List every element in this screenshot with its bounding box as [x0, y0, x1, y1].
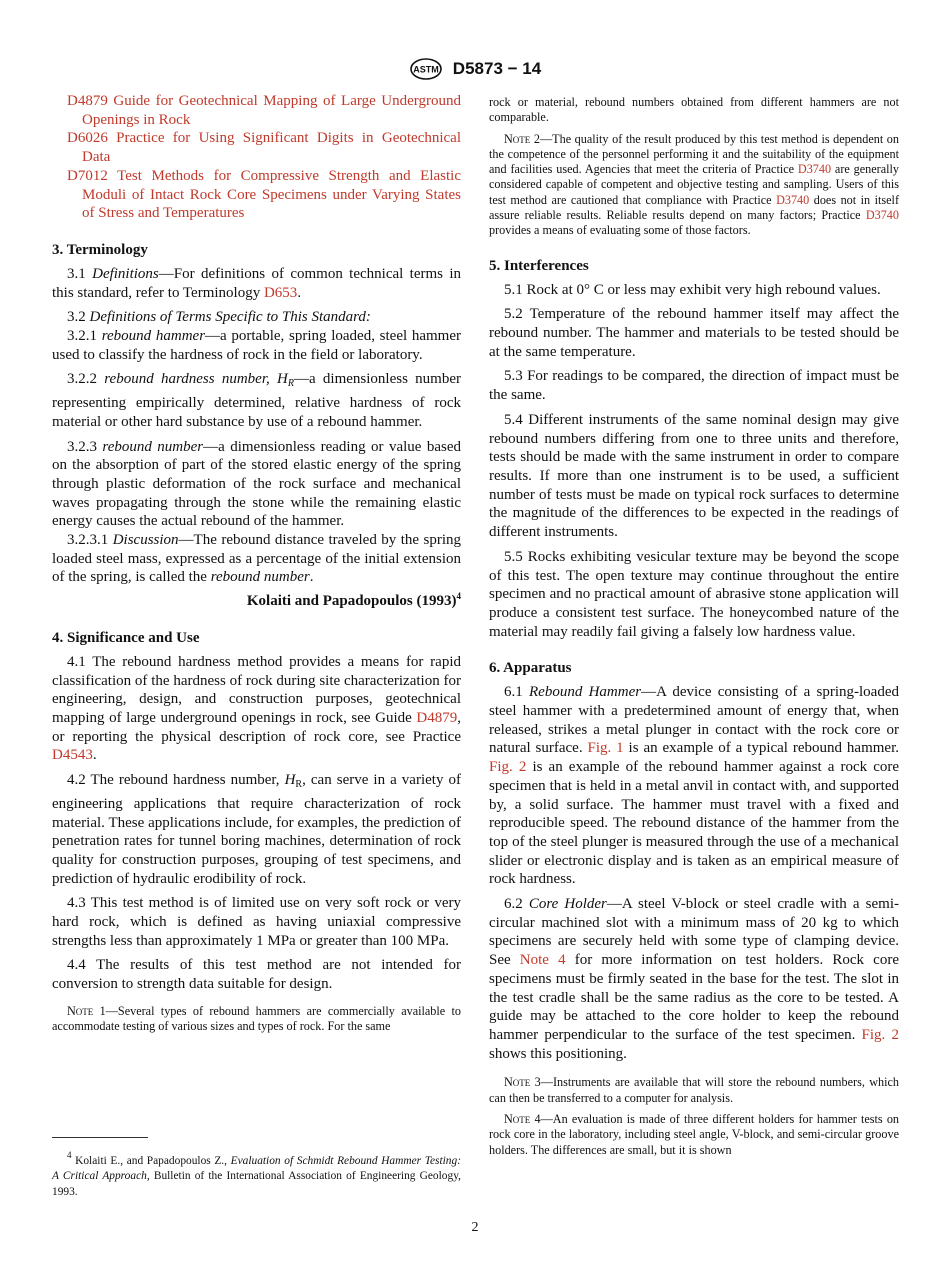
figure-link[interactable]: Fig. 2 [489, 759, 527, 776]
footnote: $^4$ Kolaiti E., and Papadopoulos Z., Evaluation of Schmidt Rebound Hammer Testing: A Critical Approach, Bulletin of the International Association of Engineering Geology, 1993. [52, 1150, 461, 1198]
paragraph-3-2: 3.2 Definitions of Terms Specific to This Standard: [67, 309, 371, 326]
paragraph-4-4: 4.4 The results of this test method are not intended for conversion to strength data suitable for design. [52, 957, 461, 993]
ref-item [67, 92, 461, 129]
ref-code-link[interactable]: D4879 [67, 93, 108, 109]
note-3: Note 3—Instruments are available that will store the rebound numbers, which can then be transferred to a computer for analysis. [489, 1075, 900, 1105]
ref-link[interactable]: D3740 [797, 162, 832, 177]
ref-code-link[interactable]: D7012 [67, 167, 108, 184]
ref-link[interactable]: D3740 [776, 192, 810, 207]
page-number: 2 [471, 1220, 479, 1235]
paragraph-4-3: 4.3 This test method is of limited use on very soft rock or very hard rock, which is defined as having uniaxial compressive strengths less than approximately 1 MPa or greater than 100 MPa. [52, 895, 461, 949]
document-id: D5873 − 14 [452, 59, 542, 78]
note-1: Note 1—Several types of rebound hammers are commercially available to accommodate testing of various sizes and types of rock. For the same [52, 1003, 461, 1034]
ref-link[interactable]: D3740 [865, 208, 899, 223]
note-2: Note 2—The quality of the result produced by this test method is dependent on the competence of the personnel performing it and the suitability of the equipment and facilities used. Agencies that meet the criteria of Practice D3740 are generally considered capable of competent and objective testing and sampling. Users of this test method are cautioned that compliance with Practice D3740 does not in itself assure reliable results. Reliable results depend on many factors; Practice D3740 provides a means of evaluating some of those factors. [489, 131, 899, 238]
astm-logo-text: ASTM [413, 64, 439, 75]
section-6-heading: 6. Apparatus [489, 660, 572, 677]
paragraph-3-2-3: 3.2.3 rebound number—a dimensionless reading or value based on the absorption of part of the stored elastic energy of the spring through plastic deformation of the rock surface and mechanical waves propagating through the stone while the remaining elastic energy causes the actual rebound of the hammer. [52, 438, 461, 530]
figure-link[interactable]: Fig. 1 [587, 740, 624, 757]
ref-item [67, 129, 462, 166]
figure-link[interactable]: Fig. 2 [861, 1026, 899, 1043]
paragraph-5-1: 5.1 Rock at 0° C or less may exhibit very high rebound values. [504, 281, 881, 298]
footnote-divider [52, 1137, 148, 1138]
section-5-heading: 5. Interferences [489, 257, 589, 274]
page-header [0, 58, 950, 84]
ref-title-link[interactable]: Guide for Geotechnical Mapping of Large Underground Openings in Rock [82, 93, 461, 128]
ref-item [67, 167, 461, 223]
paragraph-6-2: 6.2 Core Holder—A steel V-block or steel cradle with a semi-circular machined slot with a minimum mass of 20 kg to which specimens are securely held with some type of clamping device. See Note 4 for more information on test holders. Rock core specimens must be firmly seated in the base for the test. The slot in the test cradle shall be the same radius as the core to be tested. A guide may be attached to the core holder to keep the rebound hammer perpendicular to the surface of the test specimen. Fig. 2 shows this positioning. [489, 896, 899, 1062]
paragraph-3-2-2: 3.2.2 rebound hardness number, $H_R—a$ dimensionless number representing empirically determined, relative hardness of rock material or other hard substance by use of a rebound hammer. [52, 371, 461, 430]
ref-title-link[interactable]: Test Methods for Compressive Strength and Elastic Moduli of Intact Rock Core Specimens under Varying States of Stress and Temperatures [82, 167, 461, 222]
paragraph-3-2-1: 3.2.1 rebound hammer—a portable, spring loaded, steel hammer used to classify the hardness of rock in the field or laboratory. [52, 328, 461, 363]
right-column [489, 95, 899, 1158]
astm-logo-icon [409, 58, 443, 80]
paragraph-3-1: 3.1 Definitions—For definitions of common technical terms in this standard, refer to Terminology D653. [52, 265, 461, 301]
note-link[interactable]: Note 4 [519, 952, 566, 969]
paragraph-5-3: 5.3 For readings to be compared, the direction of impact must be the same. [489, 368, 899, 404]
paragraph-4-2: 4.2 The rebound hardness number, $H_R$, can serve in a variety of engineering applications that require characterization of rock material. These applications include, for examples, the prediction of penetration rates for tunnel boring machines, determination of rock quality for construction purposes, grouping of test specimens, and prediction of hydraulic erodibility of rock. [52, 772, 461, 887]
citation: Kolaiti and Papadopoulos $(1993)^4$ [246, 591, 461, 610]
note-4: Note 4—An evaluation is made of three different holders for hammer tests on rock core in the laboratory, including steel angle, V-block, and semi-circular groove holders. The differences are small, but it is shown [489, 1111, 900, 1157]
section-4-heading: 4. Significance and Use [52, 629, 200, 646]
section-3-heading: 3. Terminology [52, 241, 148, 258]
left-column [52, 92, 461, 1034]
paragraph-5-4: 5.4 Different instruments of the same nominal design may give rebound numbers differing from one to three units and therefore, tests should be made with the same instrument in order to compare results. If more than one instrument is to be used, a sufficient number of tests must be made on typical rock surfaces to determine the magnitude of the differences to be expected in the readings of different instruments. [489, 411, 899, 541]
ref-link[interactable]: D653 [263, 284, 298, 301]
paragraph-6-1: 6.1 Rebound Hammer—A device consisting of a spring-loaded steel hammer with a predetermined amount of energy that, when released, strikes a metal plunger in contact with the rock core or natural surface. Fig. 1 is an example of a typical rebound hammer. Fig. 2 is an example of the rebound hammer against a rock core specimen that is held in a metal anvil in contact with, and supported by, a solid surface. The hammer must travel with a fixed and reproducible speed. The rebound distance of the hammer from the top of the steel plunger is measured through the use of a mechanical slider or electronic display and is taken as an empirical measure of rock hardness. [489, 684, 900, 888]
ref-link[interactable]: D4543 [52, 747, 93, 764]
ref-title-link[interactable]: Practice for Using Significant Digits in Geotechnical Data [82, 130, 462, 166]
note-1-continued: rock or material, rebound numbers obtained from different hammers are not comparable. [489, 95, 899, 125]
ref-code-link[interactable]: D6026 [67, 130, 108, 147]
paragraph-5-5: 5.5 Rocks exhibiting vesicular texture may be beyond the scope of this test. The open texture may continue throughout the entire specimen and no practical amount of abrasive stone application will produce a consistent test surface. The honeycombed nature of the material may readily fail giving a falsely low hardness value. [489, 548, 899, 640]
paragraph-5-2: 5.2 Temperature of the rebound hammer itself may affect the rebound number. The hammer and materials to be tested should be at the same temperature. [489, 306, 899, 360]
paragraph-3-2-3-1: 3.2.3.1 Discussion—The rebound distance traveled by the spring loaded steel mass, expressed as a percentage of the initial extension of the spring, is called the rebound number. [52, 532, 461, 586]
ref-link[interactable]: D4879 [416, 709, 458, 726]
paragraph-4-1: 4.1 The rebound hardness method provides a means for rapid classification of the hardness of rock during site characterization for engineering, design, and construction purposes, geotechnical mapping of large underground openings in rock, see Guide D4879, or reporting the physical description of rock core, see Practice D4543. [52, 653, 461, 764]
